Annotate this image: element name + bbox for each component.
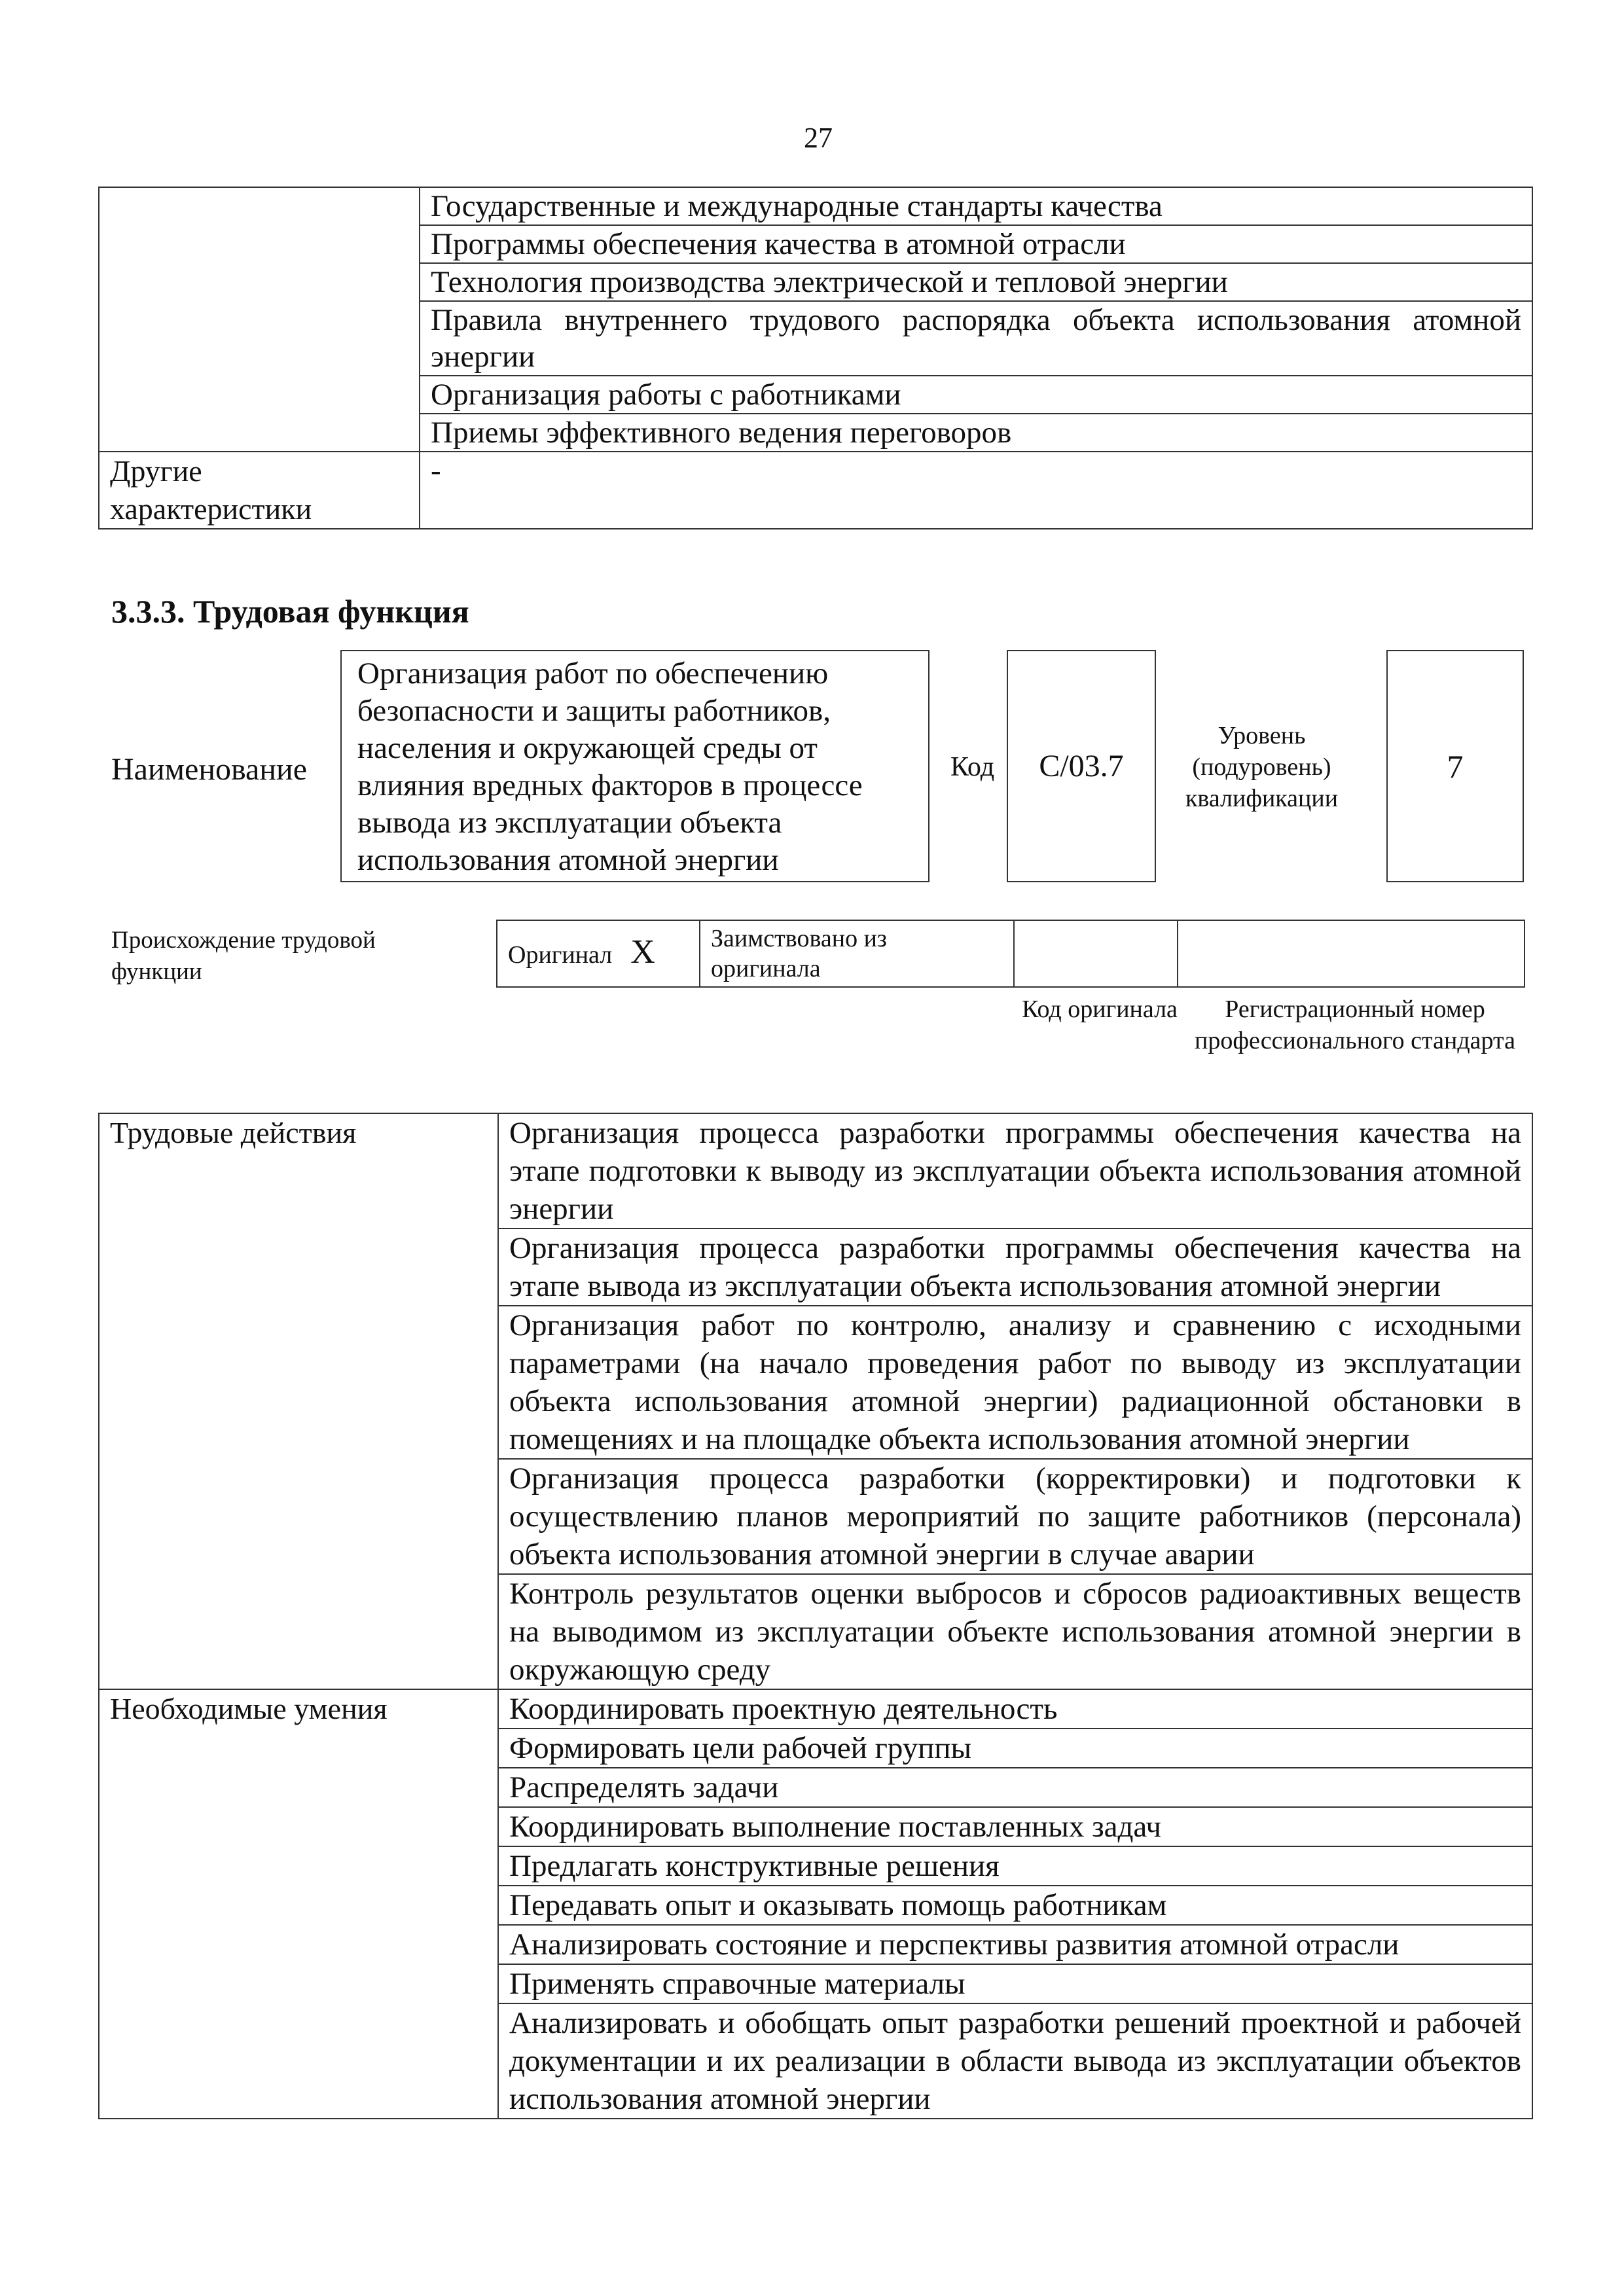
skill-item: Анализировать и обобщать опыт разработки решений проектной и рабочей документации и их реализации в области вывода из эксплуатации объектов использования атомной энергии: [498, 2003, 1532, 2119]
other-characteristics-value: -: [420, 452, 1532, 529]
origin-table: [496, 920, 1525, 988]
skill-item: Анализировать состояние и перспективы развития атомной отрасли: [498, 1925, 1532, 1964]
qualification-level-label: Уровень (подуровень) квалификации: [1185, 722, 1339, 812]
labor-action-item: Организация процесса разработки (корректировки) и подготовки к осуществлению планов мероприятий по защите работников (персонала) объекта использования атомной энергии в случае аварии: [498, 1459, 1532, 1574]
original-code-caption: Код оригинала: [1022, 996, 1178, 1023]
labor-actions-label: Трудовые действия: [99, 1113, 498, 1689]
skill-item: Распределять задачи: [498, 1768, 1532, 1807]
table-row: [497, 920, 1525, 987]
original-mark: X: [630, 933, 655, 971]
original-code-cell: [1014, 920, 1178, 987]
skill-item: Координировать проектную деятельность: [498, 1689, 1532, 1729]
borrowed-label: Заимствовано из оригинала: [700, 920, 1014, 987]
labor-action-item: Контроль результатов оценки выбросов и сбросов радиоактивных веществ на выводимом из эксплуатации объекте использования атомной энергии в окружающую среду: [498, 1574, 1532, 1689]
skill-item: Применять справочные материалы: [498, 1964, 1532, 2003]
origin-label: Происхождение трудовой функции: [111, 927, 376, 985]
required-skills-label: Необходимые умения: [99, 1689, 498, 2119]
skill-item: Формировать цели рабочей группы: [498, 1729, 1532, 1768]
labor-action-item: Организация процесса разработки программы обеспечения качества на этапе подготовки к выводу из эксплуатации объекта использования атомной энергии: [498, 1113, 1532, 1229]
page-number: 27: [804, 122, 833, 154]
code-value: С/03.7: [1007, 650, 1156, 882]
knowledge-item: Государственные и международные стандарты качества: [420, 187, 1532, 225]
table-row: [99, 187, 1532, 225]
function-name: Организация работ по обеспечению безопасности и защиты работников, населения и окружающей среды от влияния вредных факторов в процессе вывода из эксплуатации объекта использования атомной энергии: [340, 650, 929, 882]
empty-label-cell: [99, 187, 420, 452]
other-characteristics-label: Другие характеристики: [99, 452, 420, 529]
knowledge-item: Правила внутреннего трудового распорядка объекта использования атомной энергии: [420, 301, 1532, 376]
labor-action-item: Организация работ по контролю, анализу и сравнению с исходными параметрами (на начало проведения работ по выводу из эксплуатации объекта использования атомной энергии) радиационной обстановки в помещениях и на площадке объекта использования атомной энергии: [498, 1306, 1532, 1459]
original-cell: [497, 920, 700, 987]
table-row: [99, 1113, 1532, 1229]
section-heading: 3.3.3. Трудовая функция: [111, 593, 469, 630]
labor-action-item: Организация процесса разработки программы обеспечения качества на этапе вывода из эксплуатации объекта использования атомной энергии: [498, 1229, 1532, 1306]
name-label: Наименование: [111, 752, 308, 787]
registration-number-caption: Регистрационный номер профессионального стандарта: [1195, 996, 1515, 1054]
knowledge-item: Программы обеспечения качества в атомной отрасли: [420, 225, 1532, 263]
code-label: Код: [950, 752, 995, 782]
skill-item: Координировать выполнение поставленных задач: [498, 1807, 1532, 1846]
qualification-level-value: 7: [1386, 650, 1524, 882]
knowledge-table: [98, 187, 1533, 529]
knowledge-item: Приемы эффективного ведения переговоров: [420, 414, 1532, 452]
original-label: Оригинал: [508, 941, 613, 969]
table-row: [99, 452, 1532, 529]
table-row: [99, 1689, 1532, 1729]
registration-number-cell: [1178, 920, 1525, 987]
skill-item: Предлагать конструктивные решения: [498, 1846, 1532, 1886]
knowledge-item: Технология производства электрической и тепловой энергии: [420, 263, 1532, 301]
actions-skills-table: [98, 1113, 1533, 2119]
knowledge-item: Организация работы с работниками: [420, 376, 1532, 414]
skill-item: Передавать опыт и оказывать помощь работникам: [498, 1886, 1532, 1925]
